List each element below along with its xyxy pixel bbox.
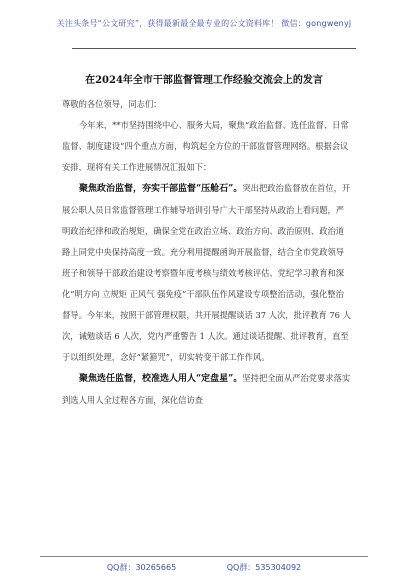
document-body — [62, 94, 352, 411]
salutation: 尊敬的各位领导，同志们： — [62, 99, 162, 109]
section-1-paragraph — [62, 178, 352, 368]
section-2-paragraph — [62, 368, 352, 411]
section-1-text: 突出把政治监督放在首位，开展公职人员日常监督管理工作辅导培训引导广大干部坚持从政治上看问题，严明政治纪律和政治规矩，确保全党在政治立场、政治方向、政治原则、政治道路上同党中央保持高度一致。充分利用提醒函询开展监督，结合全市党政领导班子和领导干部政治建设考察暨年度考核与绩效考核评估、党纪学习教育和深化“明方向 立规矩 正风气 强免疫”干部队伍作风建设专项整治活动，强化整治督导。今年来，按照干部管理权限，共开展提醒谈话 37 人次，批评教育 76 人次，诫勉谈话 6 人次，党内严重警告 1 人次。通过谈话提醒、批评教育，直至于以组织处理，念好“紧箍咒”，切实转变干部工作作风。 — [62, 183, 351, 362]
document-title: 在2024年全市干部监督管理工作经验交流会上的发言 — [85, 75, 323, 86]
footer-qq-group-1: QQ群：30265665 — [106, 563, 177, 572]
footer-qq-group-2: QQ群：535304092 — [226, 563, 302, 572]
intro-paragraph: 今年来，**市坚持围绕中心、服务大局，聚焦“政治监督、选任监督、日常监督、制度建设”四个重点方面，构筑起全方位的干部监督管理网络。根据会议安排，现将有关工作进展情况汇报如下： — [62, 120, 349, 172]
header-divider — [72, 48, 356, 49]
section-2-text: 坚持把全面从严治党要求落实到选人用人全过程各方面，深化信访查 — [62, 373, 351, 405]
header-promo: 关注头条号“公文研究”，获得最新最全最专业的公文资料库！ 微信：gongwenyj — [56, 19, 352, 28]
footer — [0, 562, 408, 573]
section-2-heading: 聚焦选任监督，校准选人用人“定盘星”。 — [79, 374, 243, 384]
footer-divider — [40, 556, 368, 557]
section-1-heading: 聚焦政治监督，夯实干部监督“压舱石”。 — [79, 184, 243, 194]
